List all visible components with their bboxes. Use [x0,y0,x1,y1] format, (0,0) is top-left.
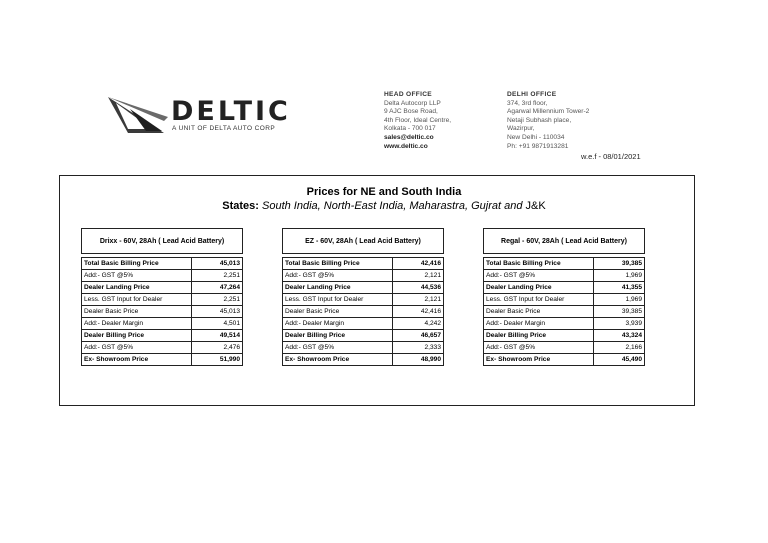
head-office-title: HEAD OFFICE [384,91,432,98]
table-row: Dealer Landing Price 44,536 [283,282,444,294]
head-office-block [384,91,451,151]
table-row: Add:- Dealer Margin 4,242 [283,318,444,330]
price-table-regal [483,228,645,366]
table-row: Dealer Basic Price 42,416 [283,306,444,318]
table-row: Add:- GST @5% 1,969 [484,270,645,282]
page-title: Prices for NE and South India [306,186,462,198]
delhi-office-line: 374, 3rd floor, [507,99,548,107]
table-row: Ex- Showroom Price 45,490 [484,354,645,366]
delhi-office-line: Wazirpur, [507,125,535,133]
table-row: Total Basic Billing Price 39,385 [484,258,645,270]
head-office-line: Delta Autocorp LLP [384,99,441,107]
table-row: Add:- GST @5% 2,121 [283,270,444,282]
brand-subtitle: A UNIT OF DELTA AUTO CORP [172,125,276,132]
table-row: Dealer Billing Price 43,324 [484,330,645,342]
head-office-line: Kolkata - 700 017 [384,125,436,133]
table-row: Dealer Basic Price 39,385 [484,306,645,318]
head-office-line: 4th Floor, Ideal Centre, [384,116,452,124]
table-row: Less. GST Input for Dealer 2,251 [82,294,243,306]
table-row: Ex- Showroom Price 51,990 [82,354,243,366]
table-row: Dealer Landing Price 47,264 [82,282,243,294]
table-title: Regal - 60V, 28Ah ( Lead Acid Battery) [484,229,645,254]
states-line [0,200,768,212]
table-title: EZ - 60V, 28Ah ( Lead Acid Battery) [283,229,444,254]
brand-name: DELTIC [171,96,291,127]
states-list: South India, North-East India, Maharastra, Gujrat and [262,200,523,212]
table-row: Dealer Billing Price 46,657 [283,330,444,342]
table-row: Add:- Dealer Margin 3,939 [484,318,645,330]
table-row: Total Basic Billing Price 42,416 [283,258,444,270]
table-row: Add:- Dealer Margin 4,501 [82,318,243,330]
table-title: Drixx - 60V, 28Ah ( Lead Acid Battery) [82,229,243,254]
price-table-ez [282,228,444,366]
table-row: Add:- GST @5% 2,166 [484,342,645,354]
delhi-office-line: Ph: +91 9871913281 [507,142,569,150]
states-tail: J&K [525,200,546,212]
table-row: Less. GST Input for Dealer 1,969 [484,294,645,306]
effective-date: w.e.f - 08/01/2021 [581,152,641,161]
email-link[interactable]: sales@deltic.co [384,133,434,141]
table-row: Less. GST Input for Dealer 2,121 [283,294,444,306]
website-link[interactable]: www.deltic.co [384,142,428,150]
table-row: Dealer Landing Price 41,355 [484,282,645,294]
delhi-office-block [507,91,589,151]
states-label: States: [222,200,259,212]
table-row: Ex- Showroom Price 48,990 [283,354,444,366]
table-row: Add:- GST @5% 2,476 [82,342,243,354]
table-row: Dealer Billing Price 49,514 [82,330,243,342]
table-row: Add:- GST @5% 2,251 [82,270,243,282]
head-office-line: 9 AJC Bose Road, [384,108,438,116]
delhi-office-line: New Delhi - 110034 [507,133,565,141]
delhi-office-line: Netaji Subhash place, [507,116,572,124]
table-row: Add:- GST @5% 2,333 [283,342,444,354]
price-table-drixx [81,228,243,366]
delhi-office-line: Agarwal Millennium Tower-2 [507,108,590,116]
table-row: Total Basic Billing Price 45,013 [82,258,243,270]
table-row: Dealer Basic Price 45,013 [82,306,243,318]
delhi-office-title: DELHI OFFICE [507,91,557,98]
